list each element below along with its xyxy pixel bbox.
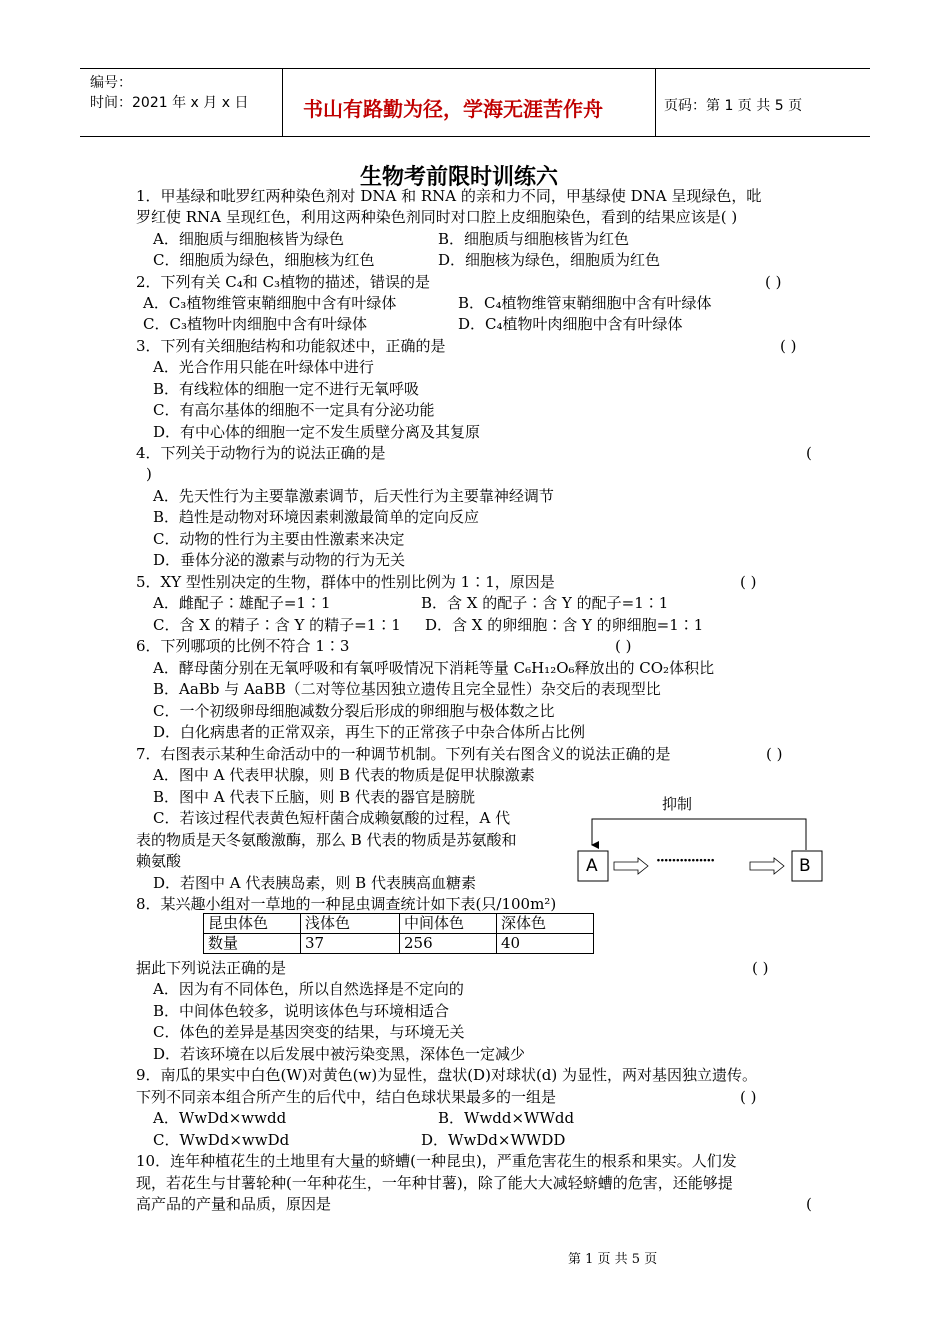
q3-option-d: D．有中心体的细胞一定不发生质壁分离及其复原 [153,423,481,441]
table-header-cell: 中间体色 [400,914,497,934]
table-row [204,934,594,954]
q2-option-c: C．C₃植物叶肉细胞中含有叶绿体 [143,315,367,333]
q4-option-c: C．动物的性行为主要由性激素来决定 [153,530,405,548]
header-top-rule [80,68,870,69]
q1-stem-line2: 罗红使 RNA 呈现红色，利用这两种染色剂同时对口腔上皮细胞染色，看到的结果应该是( ) [136,208,738,226]
q8-lead: 据此下列说法正确的是 [136,959,287,977]
table-header-cell: 昆虫体色 [204,914,301,934]
q8-option-a: A．因为有不同体色，所以自然选择是不定向的 [153,980,464,998]
q9-option-a: A．WwDd×wwdd [153,1109,287,1127]
q10-stem-line2: 现，若花生与甘薯轮种(一年种花生，一年种甘薯)，除了能大大减轻蛴螬的危害，还能够提 [136,1174,733,1192]
q9-stem-line2: 下列不同亲本组合所产生的后代中，结白色球状果最多的一组是 [136,1088,557,1106]
q4-option-b: B．趋性是动物对环境因素刺激最简单的定向反应 [153,508,480,526]
q7-option-c-line2: 表的物质是天冬氨酸激酶，那么 B 代表的物质是苏氨酸和 [136,831,517,849]
q7-paren: ( ) [766,745,783,763]
q6-option-d: D．白化病患者的正常双亲，再生下的正常孩子中杂合体所占比例 [153,723,586,741]
table-cell: 256 [400,934,497,954]
q6-option-a: A．酵母菌分别在无氧呼吸和有氧呼吸情况下消耗等量 C₆H₁₂O₆释放出的 CO₂体积比 [153,659,715,677]
serial-label: 编号： [90,75,132,91]
q9-option-d: D．WwDd×WWDD [421,1131,566,1149]
q8-paren: ( ) [752,959,769,977]
q1-option-b: B．细胞质与细胞核皆为红色 [438,230,630,248]
q9-stem-line1: 9．南瓜的果实中白色(W)对黄色(w)为显性，盘状(D)对球状(d) 为显性，两对基因独立遗传。 [136,1066,758,1084]
motto: 书山有路勤为径，学海无涯苦作舟 [303,97,603,121]
q8-option-c: C．体色的差异是基因突变的结果，与环境无关 [153,1023,465,1041]
q6-paren: ( ) [615,637,632,655]
q5-option-d: D．含 X 的卵细胞∶含 Y 的卵细胞=1∶1 [425,616,704,634]
table-header-row [204,914,594,934]
table-cell: 数量 [204,934,301,954]
q9-option-b: B．Wwdd×WWdd [438,1109,575,1127]
inhibit-label: 抑制 [662,795,693,813]
q9-option-c: C．WwDd×wwDd [153,1131,290,1149]
q1-option-c: C．细胞质为绿色，细胞核为红色 [153,251,375,269]
q10-stem-line3: 高产品的产量和品质，原因是 [136,1195,332,1213]
header-divider-right [655,68,656,136]
table-cell: 40 [497,934,594,954]
box-b-label: B [799,856,811,876]
q8-stem: 8．某兴趣小组对一草地的一种昆虫调查统计如下表(只/100m²) [136,895,557,913]
q5-option-c: C．含 X 的精子∶含 Y 的精子=1∶1 [153,616,401,634]
dotted-connector: ··············· [656,853,715,869]
q1-option-a: A．细胞质与细胞核皆为绿色 [153,230,344,248]
q7-option-b: B．图中 A 代表下丘脑，则 B 代表的器官是膀胱 [153,788,475,806]
q4-paren-close: ) [146,465,152,483]
header-divider-left [282,68,283,136]
q4-paren-open: ( [806,444,812,462]
hollow-arrow-1 [614,858,648,874]
q8-option-b: B．中间体色较多，说明该体色与环境相适合 [153,1002,450,1020]
q5-option-b: B．含 X 的配子∶含 Y 的配子=1∶1 [421,594,669,612]
table-cell: 37 [301,934,400,954]
inhibition-feedback-line [592,819,806,850]
q9-paren: ( ) [740,1088,757,1106]
q3-stem: 3．下列有关细胞结构和功能叙述中，正确的是 [136,337,446,355]
q4-option-a: A．先天性行为主要靠激素调节，后天性行为主要靠神经调节 [153,487,554,505]
q7-option-d: D．若图中 A 代表胰岛素，则 B 代表胰高血糖素 [153,874,476,892]
q4-option-d: D．垂体分泌的激素与动物的行为无关 [153,551,406,569]
regulation-diagram-svg [570,790,830,890]
q6-option-b: B．AaBb 与 AaBB（二对等位基因独立遗传且完全显性）杂交后的表现型比 [153,680,661,698]
q7-option-c-line3: 赖氨酸 [136,852,182,870]
table-header-cell: 浅体色 [301,914,400,934]
q8-option-d: D．若该环境在以后发展中被污染变黑，深体色一定减少 [153,1045,526,1063]
q5-option-a: A．雌配子∶雄配子=1∶1 [153,594,331,612]
q6-stem: 6．下列哪项的比例不符合 1∶3 [136,637,350,655]
regulation-diagram [570,790,830,890]
q2-paren: ( ) [765,273,782,291]
q5-stem: 5．XY 型性别决定的生物，群体中的性别比例为 1∶1，原因是 [136,573,555,591]
q1-option-d: D．细胞核为绿色，细胞质为红色 [438,251,661,269]
q5-paren: ( ) [740,573,757,591]
page-footer: 第 1 页 共 5 页 [568,1252,658,1267]
date-label: 时间：2021 年 x 月 x 日 [90,95,249,111]
q7-option-a: A．图中 A 代表甲状腺，则 B 代表的物质是促甲状腺激素 [153,766,535,784]
q10-paren-open: ( [806,1195,812,1213]
page-info: 页码：第 1 页 共 5 页 [664,98,803,114]
page-title: 生物考前限时训练六 [360,165,559,190]
q3-option-c: C．有高尔基体的细胞不一定具有分泌功能 [153,401,435,419]
q3-option-b: B．有线粒体的细胞一定不进行无氧呼吸 [153,380,420,398]
q2-option-b: B．C₄植物维管束鞘细胞中含有叶绿体 [458,294,712,312]
q10-stem-line1: 10．连年种植花生的土地里有大量的蛴螬(一种昆虫)，严重危害花生的根系和果实。人们发 [136,1152,737,1170]
q6-option-c: C．一个初级卵母细胞减数分裂后形成的卵细胞与极体数之比 [153,702,555,720]
box-a-label: A [586,856,598,876]
header-bottom-rule [80,136,870,137]
q2-option-d: D．C₄植物叶肉细胞中含有叶绿体 [458,315,683,333]
q7-stem: 7．右图表示某种生命活动中的一种调节机制。下列有关右图含义的说法正确的是 [136,745,671,763]
q2-stem: 2．下列有关 C₄和 C₃植物的描述，错误的是 [136,273,431,291]
insect-survey-table [203,913,594,954]
q3-option-a: A．光合作用只能在叶绿体中进行 [153,358,374,376]
q4-stem: 4．下列关于动物行为的说法正确的是 [136,444,386,462]
hollow-arrow-2 [750,858,784,874]
q1-stem-line1: 1．甲基绿和吡罗红两种染色剂对 DNA 和 RNA 的亲和力不同，甲基绿使 DNA 呈现绿色，吡 [136,187,762,205]
table-header-cell: 深体色 [497,914,594,934]
q7-option-c-line1: C．若该过程代表黄色短杆菌合成赖氨酸的过程，A 代 [153,809,511,827]
q3-paren: ( ) [780,337,797,355]
q2-option-a: A．C₃植物维管束鞘细胞中含有叶绿体 [143,294,397,312]
